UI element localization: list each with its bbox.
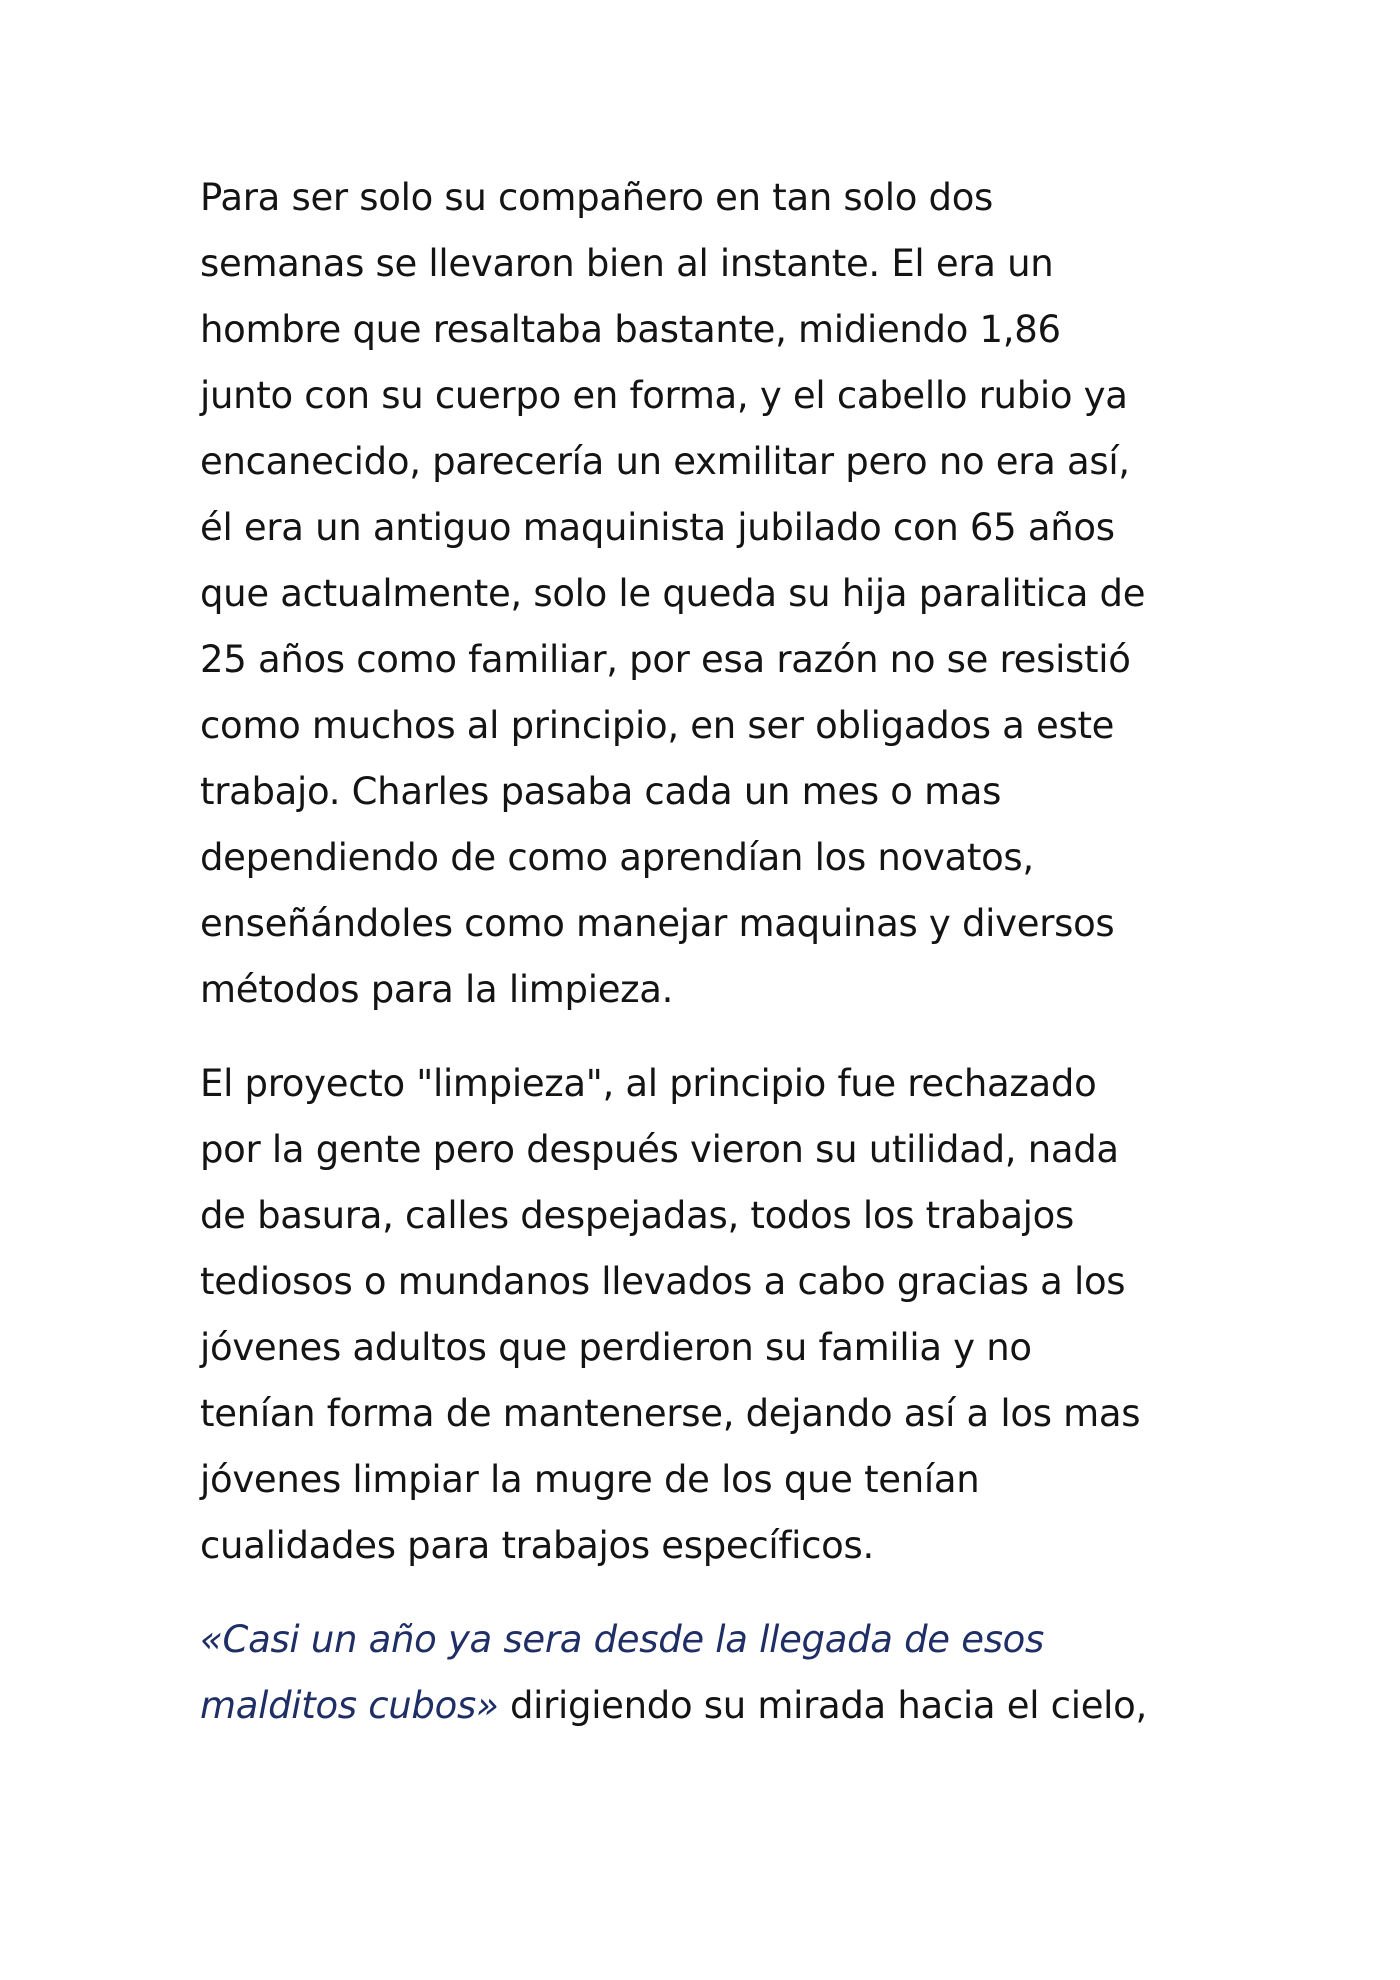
text-line: jóvenes adultos que perdieron su familia y no — [200, 1326, 1032, 1369]
paragraph-2 — [200, 1051, 1200, 1579]
text-line: enseñándoles como manejar maquinas y diversos — [200, 902, 1115, 945]
trailing-text: dirigiendo su mirada hacia el cielo, — [498, 1684, 1147, 1727]
text-line: cualidades para trabajos específicos. — [200, 1524, 874, 1567]
text-line: tenían forma de mantenerse, dejando así a los mas — [200, 1392, 1141, 1435]
text-line: dependiendo de como aprendían los novatos, — [200, 836, 1034, 879]
text-line: jóvenes limpiar la mugre de los que tenían — [200, 1458, 980, 1501]
document-body — [200, 165, 1200, 1767]
text-line: de basura, calles despejadas, todos los trabajos — [200, 1194, 1074, 1237]
text-line: por la gente pero después vieron su utilidad, nada — [200, 1128, 1119, 1171]
quote-fragment: malditos cubos» — [200, 1684, 499, 1727]
text-line: 25 años como familiar, por esa razón no se resistió — [200, 638, 1131, 681]
text-line: El proyecto "limpieza", al principio fue rechazado — [200, 1062, 1097, 1105]
quote-line: «Casi un año ya sera desde la llegada de esos — [200, 1618, 1044, 1661]
text-line: métodos para la limpieza. — [200, 968, 674, 1011]
text-line: semanas se llevaron bien al instante. El era un — [200, 242, 1054, 285]
text-line — [200, 1673, 1200, 1739]
paragraph-1 — [200, 165, 1200, 1023]
text-line: trabajo. Charles pasaba cada un mes o mas — [200, 770, 1002, 813]
text-line: hombre que resaltaba bastante, midiendo 1,86 — [200, 308, 1061, 351]
text-line: él era un antiguo maquinista jubilado con 65 años — [200, 506, 1115, 549]
text-line: tediosos o mundanos llevados a cabo gracias a los — [200, 1260, 1126, 1303]
text-line: encanecido, parecería un exmilitar pero no era así, — [200, 440, 1130, 483]
text-line: como muchos al principio, en ser obligados a este — [200, 704, 1115, 747]
text-line: que actualmente, solo le queda su hija paralitica de — [200, 572, 1146, 615]
text-line: Para ser solo su compañero en tan solo dos — [200, 176, 994, 219]
text-line: junto con su cuerpo en forma, y el cabello rubio ya — [200, 374, 1128, 417]
paragraph-3 — [200, 1607, 1200, 1739]
